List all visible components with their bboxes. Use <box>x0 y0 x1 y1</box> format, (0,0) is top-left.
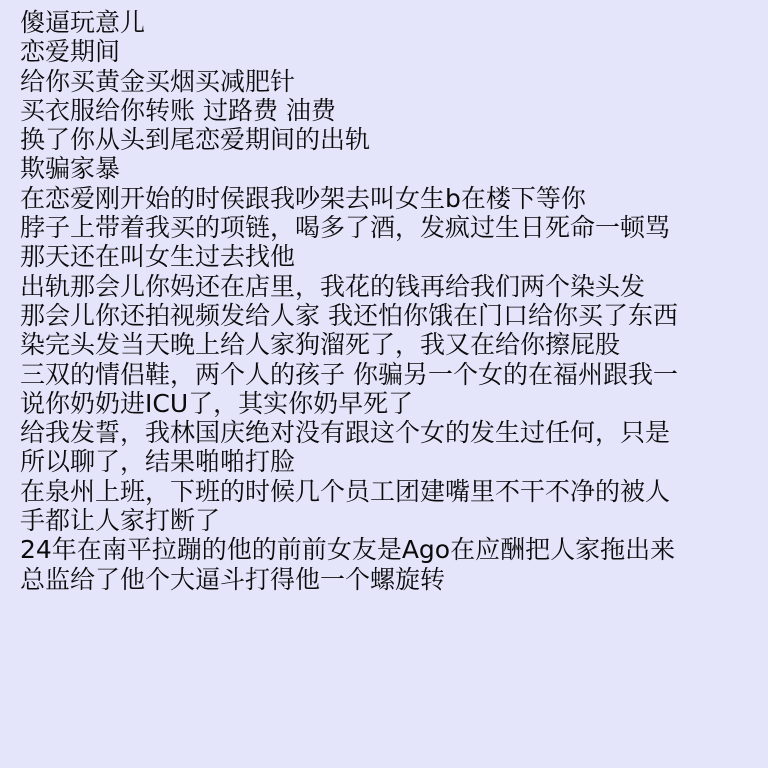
note-line: 出轨那会儿你妈还在店里，我花的钱再给我们两个染头发 <box>20 271 646 301</box>
note-line: 总监给了他个大逼斗打得他一个螺旋转 <box>20 564 446 594</box>
note-line: 傻逼玩意儿 <box>20 8 146 37</box>
note-line: 24年在南平拉蹦的他的前前女友是Ago在应酬把人家拖出来 <box>20 535 676 565</box>
note-line: 在恋爱刚开始的时侯跟我吵架去叫女生b在楼下等你 <box>20 183 586 213</box>
note-line: 手都让人家打断了 <box>20 506 221 536</box>
note-line: 说你奶奶进ICU了，其实你奶早死了 <box>20 388 414 418</box>
note-line: 欺骗家暴 <box>20 154 121 184</box>
note-line: 脖子上带着我买的项链，喝多了酒，发疯过生日死命一顿骂 <box>20 213 671 243</box>
note-line: 在泉州上班，下班的时候几个员工团建嘴里不干不净的被人 <box>20 476 671 506</box>
note-line: 给我发誓，我林国庆绝对没有跟这个女的发生过任何，只是 <box>20 418 671 448</box>
note-line: 染完头发当天晚上给人家狗溜死了，我又在给你擦屁股 <box>20 330 621 360</box>
note-line: 那会儿你还拍视频发给人家 我还怕你饿在门口给你买了东西 <box>20 300 678 330</box>
note-line: 给你买黄金买烟买减肥针 <box>20 66 296 96</box>
note-line: 换了你从头到尾恋爱期间的出轨 <box>20 125 371 155</box>
note-line: 三双的情侣鞋，两个人的孩子 你骗另一个女的在福州跟我一 <box>20 359 678 389</box>
note-line: 所以聊了，结果啪啪打脸 <box>20 447 296 477</box>
text-note <box>20 8 768 768</box>
note-line: 买衣服给你转账 过路费 油费 <box>20 95 336 125</box>
note-line: 那天还在叫女生过去找他 <box>20 242 296 272</box>
note-line: 恋爱期间 <box>20 37 121 67</box>
